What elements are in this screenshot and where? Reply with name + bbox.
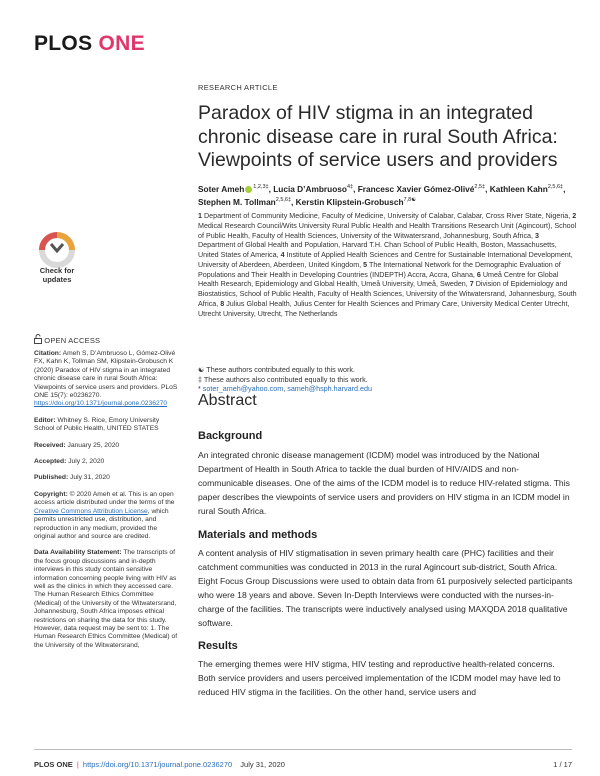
badge-line-2: updates xyxy=(42,275,72,284)
methods-paragraph: A content analysis of HIV stigmatisation in seven primary health care (PHC) facilities and their catchment communities was conducted in 2013 in the rural Agincourt sub-district, South Africa. Eight Focus Group Discussions were used to obtain data from 61 purposively selected participants who were 18 years and above. Seven In-Depth Interviews were conducted with the nurses-in-charge of the facilities. The transcripts were inductively analysed using MAXQDA 2018 qualitative software. xyxy=(198,548,573,628)
author-name[interactable]: Stephen M. Tollman xyxy=(198,197,276,207)
citation-doi-link[interactable]: https://doi.org/10.1371/journal.pone.0236270 xyxy=(34,400,168,408)
footer-doi-link[interactable]: https://doi.org/10.1371/journal.pone.0236270 xyxy=(82,760,233,769)
editor: Editor: Whitney S. Rice, Emory University School of Public Health, UNITED STATES xyxy=(34,416,160,433)
abstract-heading: Abstract xyxy=(198,392,257,409)
published-date: Published: July 31, 2020 xyxy=(34,474,110,482)
affiliation-item: 3 Department of Global Health and Population, Harvard T.H. Chan School of Public Health, Boston, Massachusetts, United States of America, xyxy=(198,231,557,259)
affiliation-item: 4 Institute of Applied Health Sciences and Centre for Sustainable International Development, University of Aberdeen, Aberdeen, United Kingdom, xyxy=(198,251,573,269)
page-number: 1 / 17 xyxy=(553,760,572,769)
page-footer: PLOS ONE | https://doi.org/10.1371/journal.pone.0236270 July 31, 2020 xyxy=(34,760,285,769)
citation: Citation: Ameh S, D’Ambruoso L, Gómez-Olivé FX, Kahn K, Tollman SM, Klipstein-Grobusch K (2020) Paradox of HIV stigma in an integrated chronic disease care in rural South Africa: Viewpoints of service users and providers. PLoS ONE 15(7): e0236270. https://doi.org/10.1371/journal.pone.0236270 xyxy=(34,350,178,408)
affiliation-item: 5 The International Network for the Demographic Evaluation of Populations and Their Health in Developing Countries (INDEPTH) Accra, Accra, Ghana, xyxy=(198,260,561,279)
license-link[interactable]: Creative Commons Attribution License xyxy=(34,507,148,515)
article-type: RESEARCH ARTICLE xyxy=(198,83,278,92)
author-affiliation-sup: 2,5‡ xyxy=(474,184,486,191)
author-name[interactable]: Kathleen Kahn xyxy=(489,184,548,194)
open-lock-icon xyxy=(34,334,42,344)
logo-plos: PLOS xyxy=(34,32,93,55)
orcid-icon[interactable] xyxy=(245,186,252,193)
author-name[interactable]: Soter Ameh xyxy=(198,184,245,194)
affiliations xyxy=(198,212,578,319)
open-access-label: OPEN ACCESS xyxy=(34,334,100,345)
footer-divider xyxy=(34,749,572,750)
check-for-updates-badge[interactable] xyxy=(34,232,80,294)
author-affiliation-sup: 2,5,6‡ xyxy=(547,184,564,191)
affiliation-item: 7 Division of Epidemiology and Biostatistics, School of Public Health, Faculty of Health Sciences, University of the Witwatersrand, Johannesburg, South Africa, xyxy=(198,280,577,308)
results-paragraph: The emerging themes were HIV stigma, HIV testing and reproductive health-related concerns. Both service providers and users perceived implementation of the ICDM model may have led to reduced HIV stigma in the facilities. On the other hand, service users and xyxy=(198,659,561,697)
badge-line-1: Check for xyxy=(39,266,75,275)
footer-journal: PLOS ONE xyxy=(34,760,73,769)
data-availability: Data Availability Statement: The transcripts of the focus group discussions and in-depth interviews in this study contain sensitive information concerning people living with HIV as well as the clinics in which they accessed care. The Human Research Ethics Committee (Medical) of the University of the Witwatersrand, Johannesburg, South Africa imposes ethical restrictions on sharing the data for this study. However, data request may be sent to: 1. The Human Research Ethics Committee (Medical) of the University of the Witwatersrand, xyxy=(34,549,178,649)
author-affiliation-sup: 1,2,3‡ xyxy=(253,184,269,191)
author-notes xyxy=(198,365,578,394)
affiliation-item: 8 Julius Global Health, Julius Center for Health Sciences and Primary Care, University Medical Center Utrecht, Utrecht University, Utrecht, The Netherlands xyxy=(198,299,570,318)
author-list: Soter Ameh $^{1,2,3\ddagger}$, Lucia D’Ambruoso$^{4\ddagger}$, Francesc Xavier Gómez-Olivé$^{2,5\ddagger}$, Kathleen Kahn$^{2,5,6\ddagger}$, Stephen M. Tollman$^{2,5,6\ddagger}$, Kerstin Klipstein-Grobusch$^{7,8☯}$ xyxy=(198,184,566,207)
email-link-1[interactable]: soter_ameh@yahoo.com xyxy=(202,384,284,394)
author-affiliation-sup: 7,8☯ xyxy=(403,197,417,204)
equal-contribution-note: ☯ These authors contributed equally to this work. xyxy=(198,365,355,374)
accepted-date: Accepted: July 2, 2020 xyxy=(34,458,105,466)
background-heading: Background xyxy=(198,430,263,442)
author-name[interactable]: Francesc Xavier Gómez-Olivé xyxy=(357,184,475,194)
also-equal-contribution-note: ‡ These authors also contributed equally to this work. xyxy=(198,374,368,384)
article-title: Paradox of HIV stigma in an integrated chronic disease care in rural South Africa: Viewpoints of service users and providers xyxy=(198,102,558,171)
author-name[interactable]: Lucia D’Ambruoso xyxy=(273,184,347,194)
copyright: Copyright: © 2020 Ameh et al. This is an open access article distributed under the terms of the Creative Commons Attribution License, which permits unrestricted use, distribution, and reproduction in any medium, provided the original author and source are credited. xyxy=(34,490,175,540)
email-link-2[interactable]: sameh@hsph.harvard.edu xyxy=(287,384,373,394)
author-name[interactable]: Kerstin Klipstein-Grobusch xyxy=(295,197,404,207)
citation-sidebar xyxy=(34,350,180,650)
methods-heading: Materials and methods xyxy=(198,529,318,541)
background-paragraph: An integrated chronic disease management (ICDM) model was introduced by the National Department of Health in South Africa to tackle the dual burden of HIV/AIDS and non-communicable diseases. One of the aims of the ICDM model is to reduce HIV-related stigma. This paper describes the viewpoints of service users and providers on HIV stigma in an ICDM model in rural South Africa. xyxy=(198,450,570,516)
check-for-updates-icon xyxy=(34,232,80,294)
received-date: Received: January 25, 2020 xyxy=(34,441,120,449)
affiliation-item: 6 Umeå Centre for Global Health Research, Epidemiology and Global Health, Umeå University, Umeå, Sweden, xyxy=(198,270,559,289)
affiliation-item: 1 Department of Community Medicine, Faculty of Medicine, University of Calabar, Calabar, Cross River State, Nigeria, xyxy=(198,212,573,220)
results-heading: Results xyxy=(198,640,238,652)
logo-one: ONE xyxy=(98,32,145,55)
footer-date: July 31, 2020 xyxy=(240,760,285,769)
journal-logo xyxy=(34,32,145,56)
corresponding-emails: * soter_ameh@yahoo.com, sameh@hsph.harvard.edu xyxy=(198,384,373,394)
author-affiliation-sup: 2,5,6‡ xyxy=(275,197,292,204)
affiliation-item: 2 Medical Research Council/Wits University Rural Public Health and Health Transitions Research Unit (Agincourt), School of Public Health, Faculty of Health Sciences, University of the Witwatersrand, Johannesburg, South Africa, xyxy=(198,212,577,240)
author-affiliation-sup: 4‡ xyxy=(346,184,354,191)
